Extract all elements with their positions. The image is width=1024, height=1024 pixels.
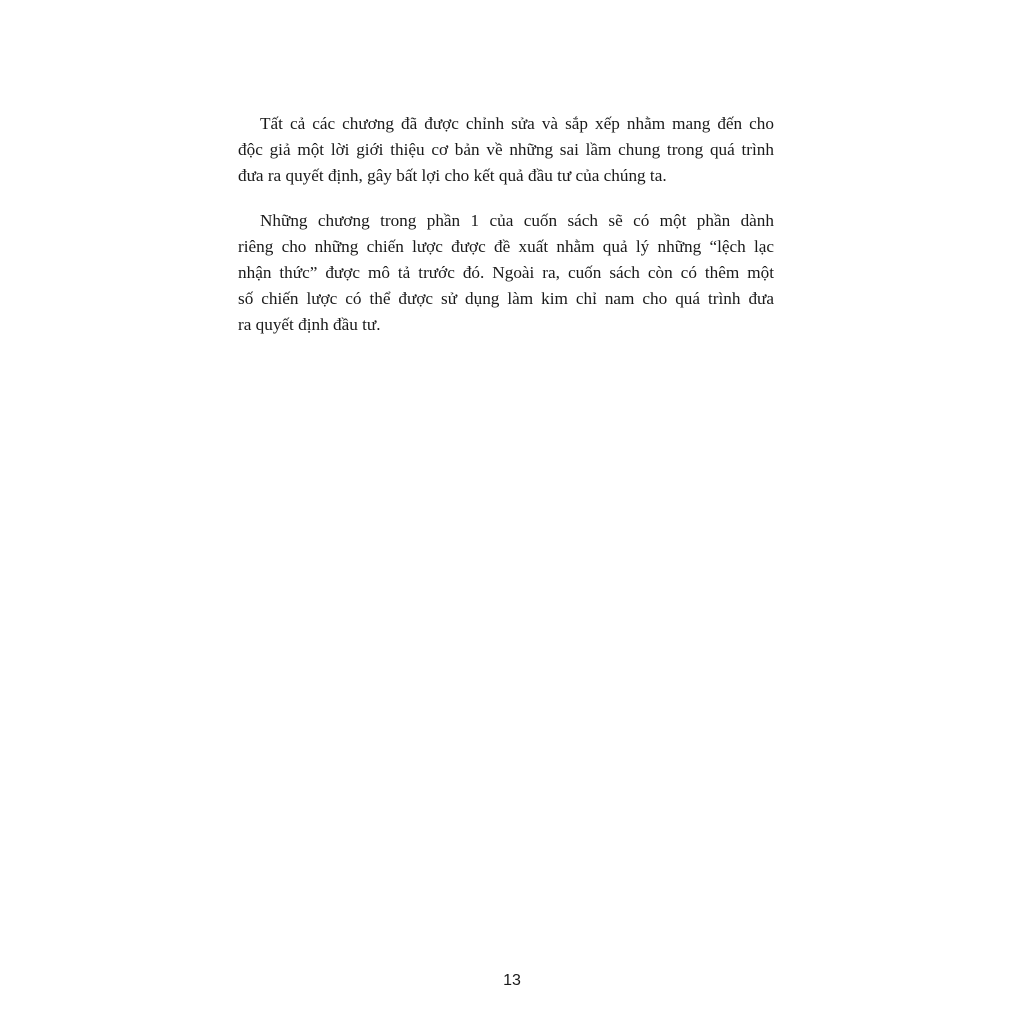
paragraph-1	[238, 111, 774, 188]
paragraph-spacer	[238, 188, 774, 208]
body-text	[238, 111, 774, 337]
paragraph-1-line-2: độc giả một lời giới thiệu cơ bản về những sai lầm chung trong quá trình	[238, 139, 774, 159]
paragraph-1-line-1: Tất cả các chương đã được chỉnh sửa và sắp xếp nhằm mang đến cho	[260, 114, 774, 133]
paragraph-2-line-5: ra quyết định đầu tư.	[238, 314, 381, 334]
page-number: 13	[503, 972, 521, 989]
paragraph-2-line-1: Những chương trong phần 1 của cuốn sách sẽ có một phần dành	[260, 211, 774, 231]
paragraph-2-line-3: nhận thức” được mô tả trước đó. Ngoài ra, cuốn sách còn có thêm một	[238, 262, 774, 282]
paragraph-2-line-4: số chiến lược có thể được sử dụng làm kim chỉ nam cho quá trình đưa	[238, 288, 774, 308]
paragraph-2-line-2: riêng cho những chiến lược được đề xuất nhằm quả lý những “lệch lạc	[238, 237, 774, 257]
paragraph-2	[238, 208, 774, 337]
paragraph-1-line-3: đưa ra quyết định, gây bất lợi cho kết quả đầu tư của chúng ta.	[238, 165, 667, 185]
